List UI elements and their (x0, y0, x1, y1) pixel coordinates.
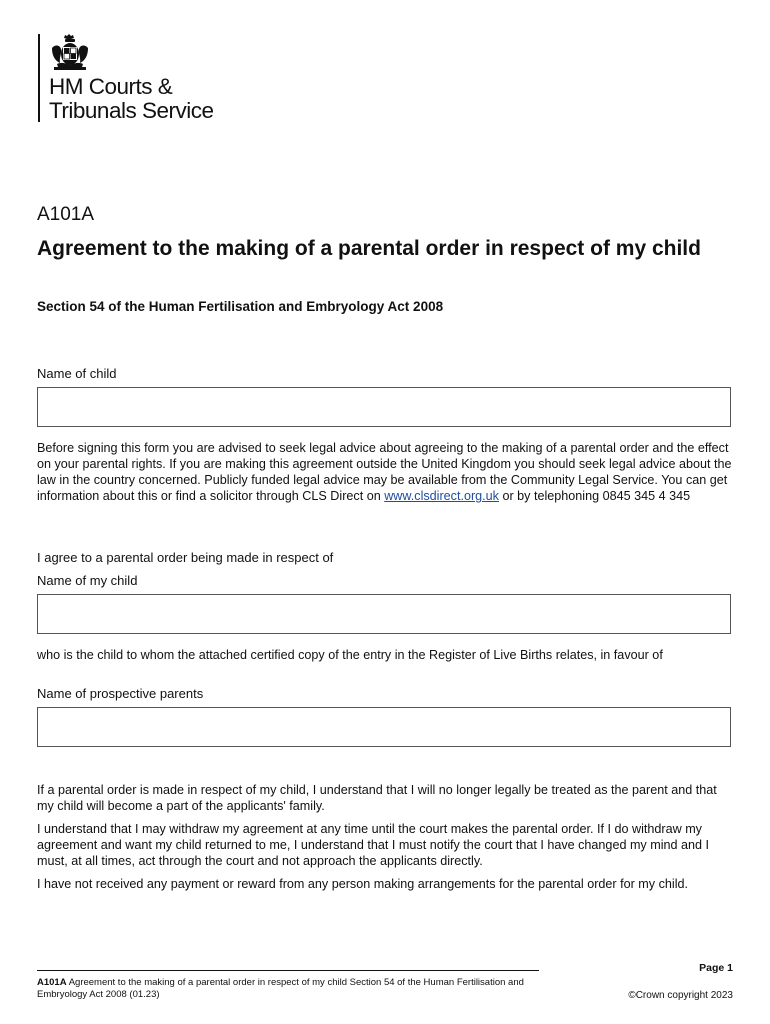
org-name (49, 75, 279, 123)
legal-advice-paragraph (37, 440, 737, 504)
form-code: A101A (37, 204, 95, 225)
footer-description (37, 977, 537, 1001)
name-of-child-label: Name of child (37, 366, 117, 381)
understanding-section (37, 782, 737, 899)
agree-intro-text: I agree to a parental order being made in respect of (37, 550, 334, 565)
footer-divider (37, 970, 539, 971)
prospective-parents-label: Name of prospective parents (37, 686, 204, 701)
legal-advice-phone: or by telephoning 0845 345 4 345 (498, 489, 691, 503)
logo-divider-bar (38, 34, 40, 122)
legal-advice-text: Before signing this form you are advised to seek legal advice about agreeing to the making of a parental order and the effect on your parental rights. If you are making this agreement outside the United Kingdom you should seek legal advice about the law in the country concerned. Publicly funded legal advice may be available from the Community Legal Service. You can get information about this or find a solicitor through CLS Direct on (37, 441, 732, 503)
name-of-my-child-label: Name of my child (37, 573, 138, 588)
who-is-text: who is the child to whom the attached certified copy of the entry in the Register of Live Births relates, in favour of (37, 648, 663, 662)
clsdirect-link[interactable]: www.clsdirect.org.uk (384, 489, 499, 503)
page-subtitle: Section 54 of the Human Fertilisation and Embryology Act 2008 (37, 299, 444, 314)
page-number: Page 1 (699, 962, 733, 974)
page-title: Agreement to the making of a parental order in respect of my child (37, 237, 701, 260)
org-name-line-2: Tribunals Service (49, 98, 214, 123)
prospective-parents-field[interactable] (37, 707, 731, 747)
understand-paragraph-3: I have not received any payment or reward from any person making arrangements for the parental order for my child. (37, 877, 688, 891)
royal-crest-icon (48, 34, 94, 72)
understand-paragraph-1: If a parental order is made in respect of my child, I understand that I will no longer legally be treated as the parent and that my child will become a part of the applicants' family. (37, 783, 717, 813)
footer-form-code: A101A (37, 977, 67, 988)
name-of-my-child-field[interactable] (37, 594, 731, 634)
copyright-notice: ©Crown copyright 2023 (628, 990, 733, 1001)
org-name-line-1: HM Courts & (49, 74, 173, 99)
footer-form-description: Agreement to the making of a parental order in respect of my child Section 54 of the Human Fertilisation and Embryology Act 2008 (01.23) (37, 977, 524, 1000)
understand-paragraph-2: I understand that I may withdraw my agreement at any time until the court makes the parental order. If I do withdraw my agreement and want my child returned to me, I understand that I must notify the court that I have changed my mind and I must, at all times, act through the court and not approach the applicants directly. (37, 822, 710, 868)
name-of-child-field[interactable] (37, 387, 731, 427)
